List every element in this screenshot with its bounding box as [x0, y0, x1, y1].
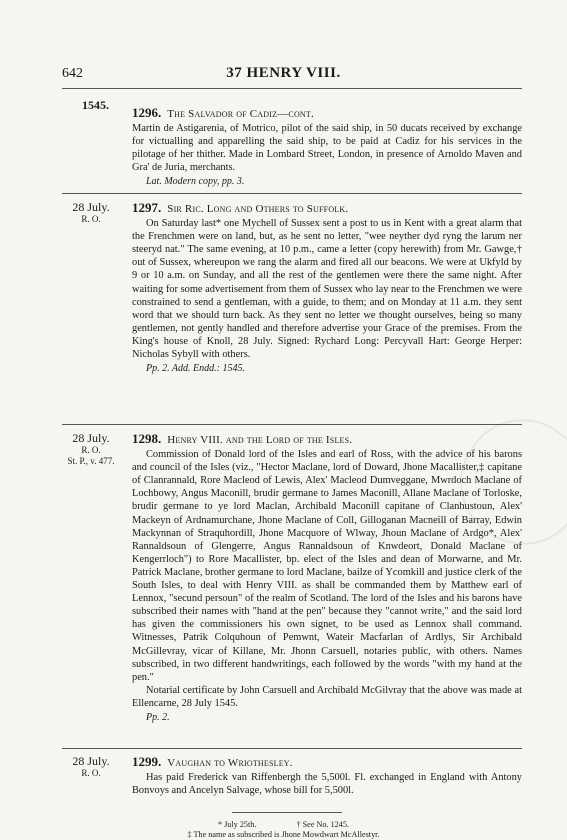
footnotes — [0, 820, 567, 840]
page-number: 642 — [62, 66, 83, 81]
entry-date: 28 July. — [72, 200, 110, 214]
footnote-b: † See No. 1245. — [296, 820, 350, 829]
entry-date: 28 July. — [72, 754, 110, 768]
entry-ref: R. O. — [81, 214, 101, 224]
entry-meta: Lat. Modern copy, pp. 3. — [146, 176, 245, 188]
entry-number: 1299. — [132, 754, 162, 769]
entry-paragraph: Notarial certificate by John Carsuell and Archibald McGilvray that the above was made at Ellencarne, 28 July 1545. — [132, 684, 522, 709]
entry-title: Sir Ric. Long and Others to Suffolk. — [167, 203, 349, 215]
entry-paragraph: Martin de Astigarenia, of Motrico, pilot of the said ship, in 50 ducats received by exchange for victualling and apparelling the said ship, to be paid at Cadiz for his services in the pilotage of her thither. Made in Lombard Street, London, in presence of Arnoldo Maven and Gra' de Juria, merchants. — [132, 123, 522, 174]
header-rule — [62, 88, 522, 89]
footnote-rule — [232, 812, 342, 813]
entry-number: 1298. — [132, 431, 162, 446]
footnote-a: * July 25th. — [217, 820, 257, 829]
entry-meta: Pp. 2. — [146, 711, 170, 723]
entry-divider — [62, 748, 522, 749]
entry-title: The Salvador of Cadiz—cont. — [167, 108, 314, 120]
entry-title: Henry VIII. and the Lord of the Isles. — [167, 434, 353, 446]
footnote-c: ‡ The name as subscribed is Jhone Mowdwart McAllestyr. — [187, 830, 380, 839]
entry-paragraph: Has paid Frederick van Riffenbergh the 5,500l. Fl. exchanged in England with Antony Bonvoys and Ancelyn Salvage, whose bill for 5,500l. — [132, 772, 522, 797]
entry-paragraph: Commission of Donald lord of the Isles and earl of Ross, with the advice of his barons and council of the Isles (viz., "Hector Maclane, lord of Doward, Jhone Macallister,‡ capitane of Clanrannald, Rore Macleod of Lewis, Alex' Macleod Dumveggane, Mwrdoch Maclane of Lochbowy, Angus Maconill, brudir germane to James Maconill, Allane Maclane of Torloske, brudir germane to ye lord Maclan, Archibald Maconill capitane of Clanhustoun, Alex' Mackeyn of Ardnamurchane, Jhone Maclane of Coll, Gilloganan Macneill of Barray, Edwin Mackynnan of Straquhordill, Jhone Macquore of Wlway, Jhoun Maclane of Ardgo*, Alex' Rannaldsoun of Glengerre, Angus Rannaldsoun of Knwdeort, Donald Maclane of Kengerrloch") to Rore Macallister, bp. elect of the Isles and dean of Morwarne, and Mr. Patrick Maclane, brother germane to lord Maclane, bailze of Ycomkill and justice clerk of the South Isles, to deal with Henry VIII. as shall be commanded them by Matthew earl of Lennox, "secund persoun" of the realm of Scotland. The lord of the Isles and his barons have subscribed their names with "hand at the pen" because they "cannot write," and the said lord has given the commissioners his own signet, to be used as Lennox shall command. Witnesses, Patrik Colquhoun of Pemwnt, Wateir Macfarlan of Ardlys, Sir Archibald McGillevray, vicar of Killane, Mr. Jhonn Carsuell, notaries public, with others. Names subscribed, in two different handwritings, each followed by the words "with my hand at the pen." — [132, 449, 522, 683]
entry-date: 28 July. — [72, 431, 110, 445]
entry-divider — [62, 193, 522, 194]
entry-title: Vaughan to Wriothesley. — [167, 757, 293, 769]
running-title: 37 HENRY VIII. — [226, 65, 341, 81]
entry-paragraph: On Saturday last* one Mychell of Sussex sent a post to us in Kent with a great alarm that the Frenchmen were on land, but, as he sent no letter, "wee neyther dyd ryng the larum ner steeryd nat." The same evening, at 10 p.m., came a letter (copy herewith) from Mr. Gawge,† out of Sussex, whereupon we rang the alarm and fired all our beacons. We were at Ukfyld by 9 or 10 a.m. on Sunday, and all the rest of the gentlemen were there the same night. After waiting for some advertisement from them of Sussex who lay near to the Frenchmen we were constrained to send a gentleman, with a guide, to them; and on Monday at 11 a.m. they sent word that we should turn back. As they sent no letter we thought ourselves, being so many gentlemen, not gently handled and therefore advertise your Grace of the premises. From the King's house of Knoll, 28 July. Signed: Rychard Long: Percyvall Hart: George Herper: Nicholas Sybyll with others. — [132, 218, 522, 361]
entry-number: 1296. — [132, 105, 162, 120]
page-header — [0, 66, 567, 86]
entry-ref-secondary: St. P., v. 477. — [67, 456, 115, 466]
entry-ref: R. O. — [81, 768, 101, 778]
year-label: 1545. — [82, 98, 109, 112]
entry-divider — [62, 424, 522, 425]
entry-ref: R. O. — [81, 445, 101, 455]
entry-number: 1297. — [132, 200, 162, 215]
entry-meta: Pp. 2. Add. Endd.: 1545. — [146, 363, 245, 375]
